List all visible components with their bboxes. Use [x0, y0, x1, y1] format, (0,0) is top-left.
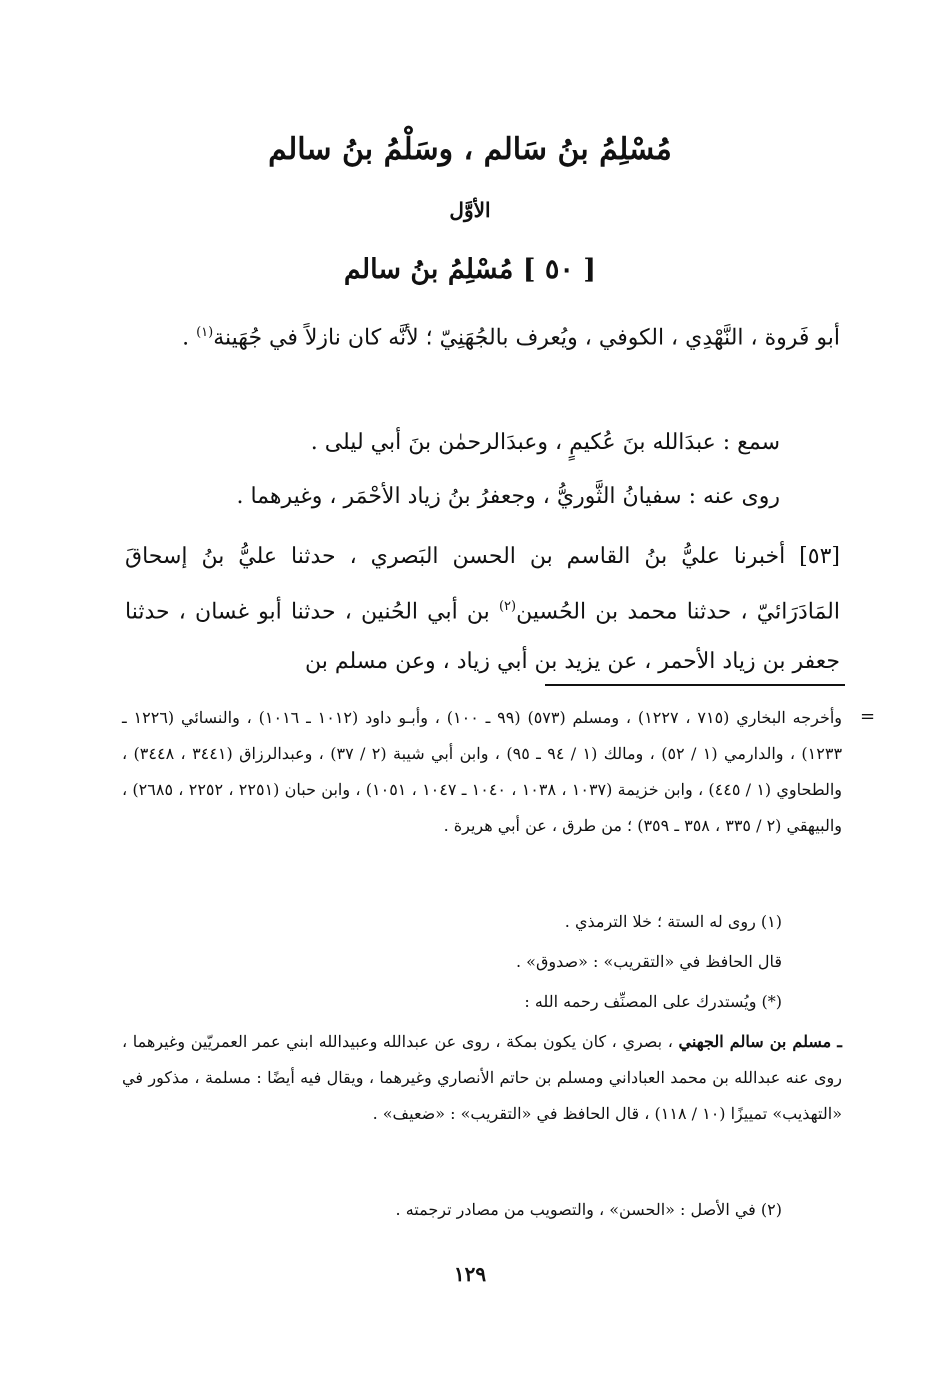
biography-text: أبو فَروة ، النَّهْدِي ، الكوفي ، ويُعرف بالجُهَنِيّ ؛ لأنَّه كان نازلاً في جُهَينة: [213, 325, 840, 351]
hadith-text-start: [٥٣] أخبرنا عليُّ بنُ القاسم بن الحسن البَصري ، حدثنا عليُّ بنُ إسحاقَ المَادَرَائيّ ، حدثنا محمد بن الحُسين: [125, 544, 840, 625]
addendum-text: ، بصري ، كان يكون بمكة ، روى عن عبدالله وعبيدالله ابني عمر العمريّين وغيرهما ، روى عنه عبدالله بن محمد العباداني ومسلم بن حاتم الأنصاري وغيرهما ، ويقال فيه أيضًا : مسلمة ، مذكور في «التهذيب» تمييزًا (١٠ / ١١٨) ، قال الحافظ في «التقريب» : «ضعيف» .: [122, 1032, 842, 1123]
footnote-hafiz-quote: قال الحافظ في «التقريب» : «صدوق» .: [516, 952, 782, 971]
continuation-mark: =: [860, 706, 876, 727]
chapter-title: مُسْلِمُ بنُ سَالم ، وسَلْمُ بنُ سالم: [268, 132, 672, 167]
section-subtitle: الأوَّل: [449, 198, 491, 222]
biography-end: .: [182, 325, 197, 351]
footnote-star-heading: (*) ويُستدرك على المصنِّف رحمه الله :: [524, 992, 782, 1011]
biography-paragraph: [125, 308, 840, 363]
footnote-takhrij: وأخرجه البخاري (٧١٥ ، ١٢٢٧) ، ومسلم (٥٧٣) (٩٩ ـ ١٠٠) ، وأبـو داود (١٠١٢ ـ ١٠١٦) ، والنسائي (١٢٢٦ ـ ١٢٣٣) ، والدارمي (١ / ٥٢) ، ومالك (١ / ٩٤ ـ ٩٥) ، وابن أبي شيبة (٢ / ٣٧) ، وعبدالرزاق (٣٤٤١ ، ٣٤٤٨) ، والطحاوي (١ / ٤٤٥) ، وابن خزيمة (١٠٣٧ ، ١٠٣٨ ، ١٠٤٠ ـ ١٠٤٧ ، ١٠٥١) ، وابن حبان (٢٢٥١ ، ٢٢٥٢ ، ٢٦٨٥) ، والبيهقي (٢ / ٣٣٥ ، ٣٥٨ ـ ٣٥٩) ؛ من طرق ، عن أبي هريرة .: [122, 708, 843, 835]
footnote-addendum: [122, 1024, 842, 1132]
footnote-2: (٢) في الأصل : «الحسن» ، والتصويب من مصادر ترجمته .: [395, 1200, 782, 1219]
footnote-divider: [545, 684, 845, 686]
footnote-ref-2: (٢): [498, 599, 517, 614]
heard-from-paragraph: سمع : عبدَالله بنَ عُكيمٍ ، وعبدَالرحمٰن بنَ أبي ليلى .: [310, 430, 780, 455]
page-number: ١٢٩: [453, 1262, 487, 1286]
narrated-by-paragraph: روى عنه : سفيانُ الثَّوريُّ ، وجعفرُ بنُ زياد الأحْمَر ، وغيرهما .: [236, 484, 780, 509]
footnote-1: (١) روى له الستة ؛ خلا الترمذي .: [564, 912, 782, 931]
addendum-name: ـ مسلم بن سالم الجهني: [678, 1032, 842, 1051]
hadith-text-end: بن أبي الحُنين ، حدثنا أبو غسان ، حدثنا جعفر بن زياد الأحمر ، عن يزيد بن أبي زياد ، وعن مسلم بن: [125, 599, 840, 675]
footnote-ref-1: (١): [196, 325, 214, 340]
entry-title: [ ٥٠ ] مُسْلِمُ بنُ سالم: [343, 254, 597, 285]
hadith-paragraph: [125, 532, 840, 687]
